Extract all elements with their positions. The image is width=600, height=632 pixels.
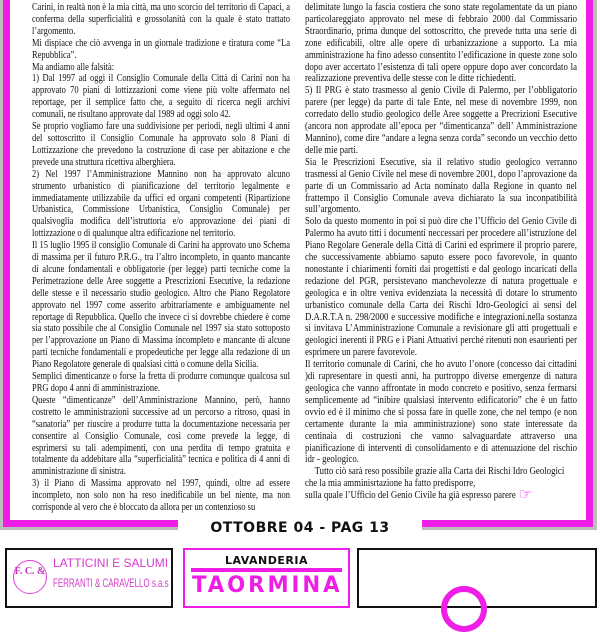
paragraph: Il territorio comunale di Carini, che ho avuto l’onore (concesso dai cittadini )di rapresentare in questi anni, ha purtroppo diverse emergenze di natura geologica che vanno affrontate in modo concreto e positivo, senza fermarsi semplicemente ad “inibire qualsiasi intervento edificatorio” che è un fatto ovvio ed è il minimo che si possa fare in quelle zone, che nel tempo (e non certamente durante la mia amministrazione) sono state interessate da centinaia di costruzioni che vanno salvaguardate attraverso una pianificazione di interventi di consolidamento e di attenuazione del rischio idr - geologico.	[305, 358, 577, 466]
paragraph: Tutto ciò sarà reso possibile grazie alla Carta dei Rischi Idro Geologici che la mia amminisrtazione ha fatto predisporre,	[305, 465, 565, 490]
article-right-column	[305, 2, 577, 502]
ad-line: FERRANTI & CARAVELLO s.a.s	[53, 576, 169, 590]
paragraph: Ma andiamo alle falsità:	[32, 60, 115, 73]
paragraph: Solo da questo momento in poi si può dire che l’Ufficio del Genio Civile di Palermo ha avuto titti i documenti neccessari per procedere all’istruzione del Piano Regolare Generale della Città di Carini ed esprimere il proprio parere, che successivamente abbiamo saputo essere poco favorevole, in quanto nonostante i chiarimenti forniti dai progettisti e dal geologo incaricati della redazione del PGR, persistevano manchevolezze di natura progettuale e geologica e in oltre veniva evidenziata la necessità di dotare lo strumento urbanistico comunale della Carta dei Rischi Idro-Geologici ai sensi del D.A.R.T.A n. 298/2000 e successive modifiche e integrazioni.nella sostanza si invitava L’Amministrazione Comunale a revisionare gli atti progettuali e geologici inerenti il PRG e i Piani Attuativi perché ritenuti non esaurienti per esprimere un parere favorevole.	[305, 215, 577, 359]
page-footer: OTTOBRE 04 - PAG 13	[178, 519, 422, 537]
paragraph: Carini, in realtà non è la mia città, ma uno scorcio del territorio di Capaci, a conferma della superficialità e grossolanità con la quale è stato trattato l’argomento.	[32, 1, 290, 37]
ad-lavanderia-taormina	[183, 548, 350, 608]
closing-text: sulla quale l’Ufficio del Genio Civile ha già espresso parere	[305, 489, 516, 502]
paragraph: 3) il Piano di Massima approvato nel 1997, quindi, oltre ad essere incompleto, non solo non ha reso inedificabile un bel niente, ma non corrisponde al vero che è bloccato da allora per un contenzioso su	[32, 477, 290, 514]
paragraph: Semplici dimenticanze o forse la fretta di produrre comunque qualcosa sul PRG dopo 4 anni di amministrazione.	[32, 370, 290, 394]
pointing-hand-icon: ☞	[518, 487, 533, 504]
circle-logo-icon	[441, 586, 487, 632]
closing-line	[305, 487, 577, 504]
paragraph: 2) Nel 1997 l’Amministrazione Mannino non ha approvato alcuno strumento urbanistico di pianificazione del territorio legalmente e immediatamente utilizzabile da uffici ed organi competenti (Ripartizione Urbanistica, Commissione Urbanistica, Consiglio Comunale) per qualsivoglia modifica dell’istruttoria e/o approvazione dei piani di lottizzazione o di qualunque altra edificazione nel territorio.	[32, 167, 290, 240]
paragraph: 5) Il PRG è stato trasmesso al genio Civile di Palermo, per l’obbligatorio parere (per legge) da parte di tale Ente, nel mese di novembre 1999, non corredato dello studio geologico delle Aree soggette a Precrizioni Esecutive (ancora non approdate all’epoca per “dimenticanza” dell’ Amministrazione Mannino), come dire “andare a legna senza corda” secondo un vecchio detto delle mie parti.	[305, 84, 577, 156]
fc-logo: F. C. &	[13, 560, 47, 594]
frame-border-right	[586, 0, 593, 527]
frame-border-left	[3, 0, 10, 527]
paragraph: Il 15 luglio 1995 il consiglio Comunale di Carini ha approvato uno Schema di massima per il futuro P.R.G., tra l’altro incompleto, in quanto mancante di alcune fondamentali e obbligatorie (per legge) parti tecniche come la Perimetrazione delle Aree soggette a Prescrizioni Esecutive, la redazione delle stesse e il necessario studio geologico. Altro che Piano Regolatore approvato nel 1997 come asserito arbitrariamente e ambiguamente nel reportage di Repubblica. Quello che invece ci si dovrebbe chiedere è come sia stato possibile che al Consiglio Comunale nel 1997 sia stato sottoposto per l’approvazione un Piano di Massima incompleto e mancante di alcune parti tecniche fondamentali e propedeutiche per legge alla redazione di un Piano Regolatore generale di qualsiasi città o comune della Sicilia.	[32, 239, 290, 371]
brand-bar	[191, 568, 342, 572]
ad-brand: TAORMINA	[191, 573, 342, 598]
paragraph: Queste “dimenticanze” dell’Amministrazione Mannino, però, hanno costretto le amministrazioni successive ad un percorso a ritroso, quasi in “sanatoria” per riuscire a produrre tutta la documentazione necessaria per consentire al Consiglio Comunale, così come prevede la legge, di esprimersi su tali adempimenti, con una perdita di tempo gratuita e totalmente da addebitare alla “superficialità” tecnica e politica di 4 anni di amministrazione di sinistra.	[32, 393, 290, 478]
paragraph: Sia le Prescrizioni Esecutive, sia il relativo studio geologico verranno trasmessi al Genio Civile nel mese di novembre 2001, dopo l’aprovazione da parte di un Commissario ad Acta nominato dalla Regione in quanto nel frattempo il Consiglio Comunale aveva dichiarato la sua inconpatibilità sull’argomento.	[305, 155, 577, 216]
article-left-column	[32, 2, 290, 514]
ad-line: LAVANDERIA	[225, 554, 308, 567]
ad-line: LATTICINI E SALUMI	[53, 556, 169, 570]
frame-shadow-right	[593, 0, 597, 530]
paragraph: Se proprio vogliamo fare una suddivisione per periodi, negli ultimi 4 anni del sottoscritto il Consiglio Comunale ha approvato solo 8 Piani di Lottizzazione che prevedono la costruzione di case per abitazione e che prevede una struttura ricettiva alberghiera.	[32, 120, 290, 168]
paragraph: Mi dispiace che ciò avvenga in un giornale tradizione e tiratura come “La Repubblica”.	[32, 36, 290, 61]
paragraph: 1) Dal 1997 ad oggi il Consiglio Comunale della Città di Carini non ha approvato 70 piani di lottizzazioni come viene più volte affermato nel reportage, per il semplice fatto che, a seguito di ricerca negli archivi comunali, ne risultano approvate dal 1989 ad oggi solo 42.	[32, 72, 290, 121]
ad-third	[357, 548, 597, 608]
paragraph: delimitate lungo la fascia costiera che sono state regolamentate da un piano particolareggiato approvato nel mese di febbraio 2000 dal Commissario Straordinario, prima dunque del sottoscritto, che prevede tutta una serie di zone edificabili, oltre alle opere di urbanizzazione a supporto. La mia amministrazione ha fino adesso consentito l’edificazione in queste zone solo dopo aver accertato l’esistenza di tali opere oppure dopo aver concordato la realizzazione preventiva delle stesse con le ditte richiedenti.	[305, 1, 577, 85]
ad-latticini-ferranti-caravello	[5, 548, 173, 608]
